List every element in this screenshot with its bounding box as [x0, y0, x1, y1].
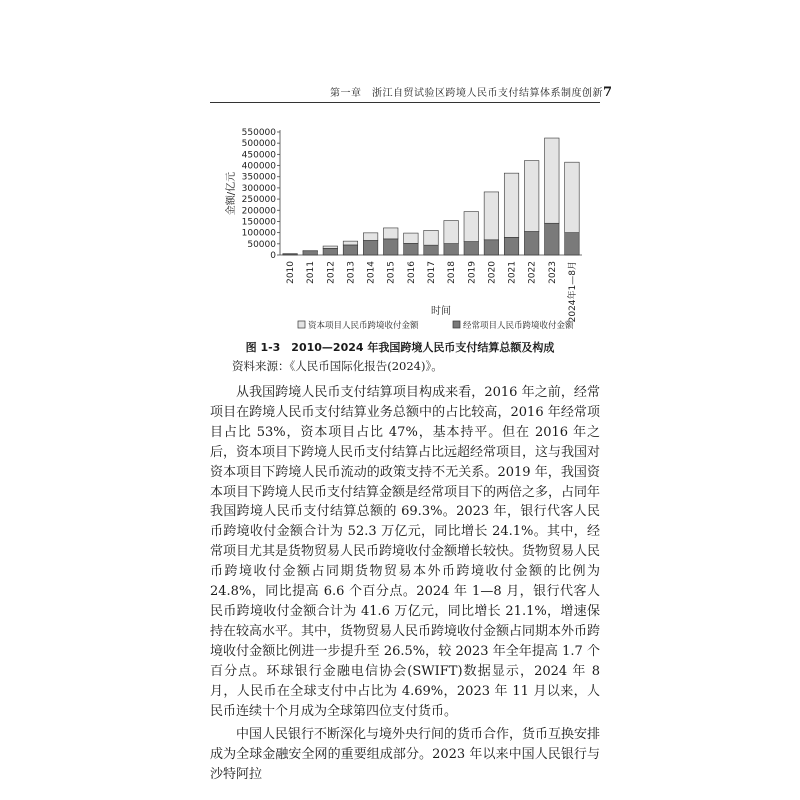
x-tick-label: 2015 — [386, 261, 397, 284]
bar-current-account — [545, 223, 559, 255]
body-text — [210, 383, 600, 785]
legend-label: 资本项目人民币跨境收付金额 — [308, 321, 419, 331]
bar-capital-account — [404, 233, 418, 243]
bar-current-account — [424, 245, 438, 255]
x-tick-label: 2022 — [527, 261, 538, 284]
page-number: 7 — [603, 85, 613, 100]
stacked-bar-chart — [220, 120, 600, 332]
bar-current-account — [303, 252, 317, 255]
y-tick-label: 150000 — [241, 217, 276, 228]
y-axis-label: 金额/亿元 — [226, 171, 237, 216]
bar-capital-account — [323, 246, 337, 248]
x-tick-label: 2024年1—8月 — [567, 261, 578, 323]
y-tick-label: 350000 — [241, 172, 276, 183]
y-tick-label: 50000 — [247, 239, 276, 250]
x-tick-label: 2016 — [406, 261, 417, 284]
y-tick-label: 250000 — [241, 195, 276, 206]
x-tick-label: 2023 — [547, 261, 558, 284]
bar-capital-account — [504, 173, 518, 237]
bar-capital-account — [363, 233, 377, 241]
x-tick-label: 2011 — [306, 261, 317, 284]
figure-caption: 图 1-3 2010—2024 年我国跨境人民币支付结算总额及构成 — [245, 341, 555, 354]
header-rule — [210, 102, 600, 103]
x-tick-label: 2021 — [507, 261, 518, 284]
x-tick-label: 2013 — [346, 261, 357, 284]
running-head — [330, 84, 613, 100]
bar-capital-account — [565, 162, 579, 232]
y-tick-label: 550000 — [241, 128, 276, 138]
y-tick-label: 100000 — [241, 228, 276, 239]
bar-capital-account — [545, 138, 559, 223]
bar-current-account — [524, 232, 538, 255]
bar-current-account — [343, 245, 357, 255]
bar-current-account — [444, 244, 458, 255]
bar-capital-account — [303, 251, 317, 252]
bar-current-account — [404, 243, 418, 255]
y-tick-label: 500000 — [241, 139, 276, 150]
bar-current-account — [565, 233, 579, 255]
bar-current-account — [484, 240, 498, 255]
bar-current-account — [464, 242, 478, 255]
legend-label: 经常项目人民币跨境收付金额 — [463, 321, 574, 331]
bar-capital-account — [383, 228, 397, 239]
y-tick-label: 300000 — [241, 183, 276, 194]
bar-current-account — [504, 237, 518, 255]
x-tick-label: 2014 — [366, 261, 377, 284]
x-tick-label: 2017 — [427, 261, 437, 284]
bar-capital-account — [444, 221, 458, 244]
y-tick-label: 200000 — [241, 206, 276, 217]
legend-swatch — [453, 321, 460, 328]
figure-source: 资料来源：《人民币国际化报告(2024)》。 — [232, 359, 443, 373]
bar-capital-account — [424, 230, 438, 245]
bar-current-account — [383, 239, 397, 255]
x-tick-label: 2012 — [326, 261, 337, 284]
y-tick-label: 450000 — [241, 150, 276, 161]
bar-capital-account — [524, 161, 538, 232]
bar-current-account — [363, 240, 377, 255]
bar-capital-account — [464, 212, 478, 242]
bar-capital-account — [484, 192, 498, 240]
bar-capital-account — [343, 241, 357, 245]
y-tick-label: 400000 — [241, 161, 276, 172]
x-axis-label: 时间 — [431, 306, 451, 317]
x-tick-label: 2019 — [467, 261, 478, 284]
x-tick-label: 2020 — [487, 261, 498, 284]
legend-swatch — [298, 321, 305, 328]
running-head-chapter: 第一章 浙江自贸试验区跨境人民币支付结算体系制度创新 — [330, 88, 603, 99]
x-tick-label: 2010 — [286, 261, 297, 284]
y-tick-label: 0 — [270, 251, 276, 261]
paragraph: 从我国跨境人民币支付结算项目构成来看，2016 年之前，经常项目在跨境人民币支付结算业务总额中的占比较高，2016 年经常项目占比 53%，资本项目占比 47%，基本持平。但在 2016 年之后，资本项目下跨境人民币支付结算占比远超经常项目，这与我国对资本项目下跨境人民币流动的政策支持不无关系。2019 年，我国资本项目下跨境人民币支付结算金额是经常项目下的两倍之多，占同年我国跨境人民币支付结算总额的 69.3%。2023 年，银行代客人民币跨境收付金额合计为 52.3 万亿元，同比增长 24.1%。其中，经常项目尤其是货物贸易人民币跨境收付金额增长较快。货物贸易人民币跨境收付金额占同期货物贸易本外币跨境收付金额的比例为 24.8%，同比提高 6.6 个百分点。2024 年 1—8 月，银行代客人民币跨境收付金额合计为 41.6 万亿元，同比增长 21.1%，增速保持在较高水平。其中，货物贸易人民币跨境收付金额占同期本外币跨境收付金额比例进一步提升至 26.5%，较 2023 年全年提高 1.7 个百分点。环球银行金融电信协会(SWIFT)数据显示，2024 年 8 月，人民币在全球支付中占比为 4.69%，2023 年 11 月以来，人民币连续十个月成为全球第四位支付货币。 — [210, 385, 601, 719]
x-tick-label: 2018 — [447, 261, 458, 284]
bar-current-account — [323, 248, 337, 255]
paragraph: 中国人民银行不断深化与境外央行间的货币合作，货币互换安排成为全球金融安全网的重要组成部分。2023 年以来中国人民银行与沙特阿拉 — [210, 727, 601, 783]
